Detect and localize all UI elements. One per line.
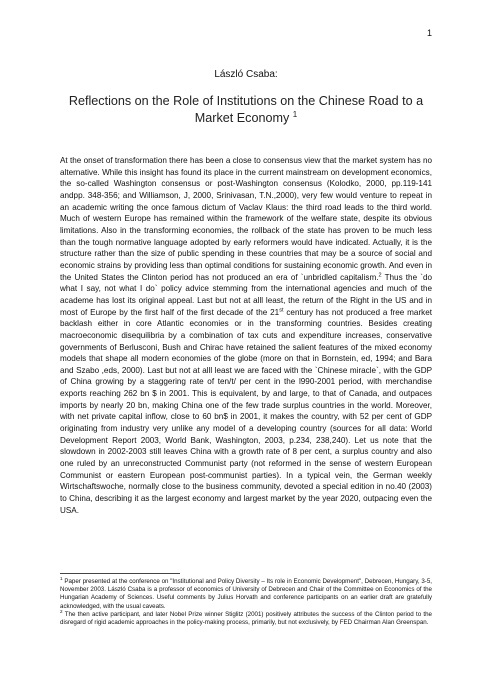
body-text-part-3: century has not produced a free market backlash either in core Atlantic economies or in the transforming countries. Besides creating macroeconomic disequilibria by a combination of tax cuts and expenditure increases, conservative governments of Berlusconi, Bush and Chirac have retained the salient features of the mixed economy models that shape all modern economies of the globe (more on that in Bornstein, ed, 1994; and Bara and Szabo ,eds, 2000). Last but not at alll least we are faced with the `Chinese miracle`, with the GDP of China growing by a staggering rate of ten/t/ per cent in the l990-2001 period, with merchandise exports reaching 262 bn $ in 2001. This is equivalent, by and large, to that of Canada, and outpaces imports by nearly 20 bn, making China one of the few trade surplus countries in the world. Moreover, with net private capital inflow, close to 60 bn$ in 2001, it makes the country, with 52 per cent of GDP originating from industry very unlike any model of a developing country (sources for all data: World Development Report 2003, World Bank, Washington, 2003, p.234, 238,240). Let us note that the slowdown in 2002-2003 still leaves China with a growth rate of 8 per cent, a surplus country and also one ruled by an unreconstructed Communist party (not reformed in the sense of western European Communist or eastern European post-communist parties). In a typical vein, the German weekly Wirtschaftswoche, normally close to the business community, devoted a special edition in no.40 (2003) to China, describing it as the largest economy and largest market by the year 2020, outpacing even the USA. <box>60 307 432 515</box>
paper-title <box>60 93 432 127</box>
footnote-2-text: The then active participant, and later Nobel Prize winner Stiglitz (2001) positively attributes the success of the Clinton period to the disregard of rigid academic approaches in the policy-making process, primarily, but not exclusively, by FED Chairman Alan Greenspan. <box>60 610 432 627</box>
footnotes <box>60 575 432 627</box>
footnote-ref-2[interactable]: 2 <box>378 271 382 278</box>
page-number: 1 <box>426 28 432 38</box>
paper-title-text: Reflections on the Role of Institutions on the Chinese Road to a Market Economy <box>68 94 424 125</box>
body-text-part-2: Thus the `do what I say, not what I do` policy advice stemming from the international agencies and much of the academe has lost its original appeal. Last but not at alll least, the return of the Right in the US and in most of Europe by the first half of the first decade of the 21 <box>60 272 432 317</box>
title-footnote-ref[interactable]: 1 <box>292 109 298 119</box>
footnote-separator <box>60 573 180 574</box>
author-name: László Csaba: <box>214 69 278 80</box>
footnote-1-text: Paper presented at the conference on "Institutional and Policy Diversity – Its role in Economic Development", Debrecen, Hungary, 3-5, November 2003. László Csaba is a professor of economics of University of Debrecen and Chair of the Committee on Economics of the Hungarian Academy of Sciences. Useful comments by Julius Horvath and conference participants on an earlier draft are gratefully acknowledged, with the usual caveats. <box>60 578 432 610</box>
footnote-1 <box>60 575 432 611</box>
footnote-2 <box>60 608 432 627</box>
footnote-2-marker: 2 <box>60 608 63 614</box>
footnote-1-marker: 1 <box>60 575 63 581</box>
body-paragraph <box>60 155 432 516</box>
ordinal-suffix: st <box>279 306 284 313</box>
body-text-part-1: At the onset of transformation there has been a close to consensus view that the market system has no alternative. While this insight has found its place in the current mainstream on development economics, the so-called Washington consensus or post-Washington consensus (Kolodko, 2000, pp.119-141 andpp. 348-356; and Williamson, J, 2000, Srinivasan, T.N.,2000), very few would venture to repeat in an academic writing the once famous dictum of Vaclav Klaus: the third road leads to the third world. Much of western Europe has remained within the framework of the welfare state, despite its obvious limitations. Also in the transforming economies, the rollback of the state has proven to be much less than the tough normative language adopted by early reformers would have indicated. Actually, it is the structure rather than the size of public spending in these countries that may be a source of social and economic strains by providing less than optimal conditions for sustaining economic growth. And even in the United States the Clinton period has not produced an era of `unbridled capitalism. <box>60 156 432 282</box>
